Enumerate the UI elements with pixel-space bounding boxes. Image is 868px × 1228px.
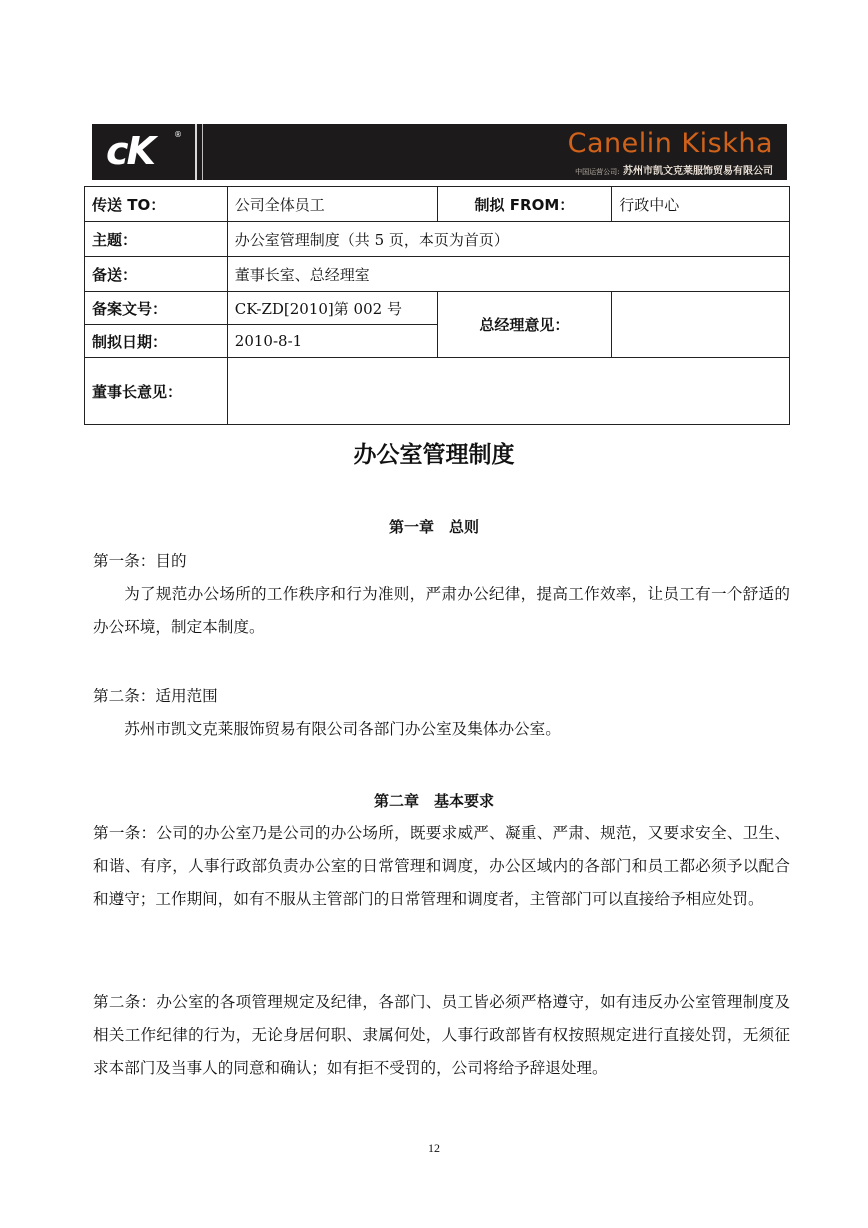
banner-divider — [195, 124, 197, 180]
operator-line — [575, 162, 773, 177]
article-body: 第二条：办公室的各项管理规定及纪律，各部门、员工皆必须严格遵守，如有违反办公室管理制度及相关工作纪律的行为，无论身居何职、隶属何处，人事行政部皆有权按照规定进行直接处罚，无须征求本部门及当事人的同意和确认；如有拒不受罚的，公司将给予辞退处理。 — [93, 993, 790, 1077]
header-banner — [92, 124, 787, 180]
logo-text: cK — [106, 129, 154, 173]
banner-divider-thin — [202, 124, 203, 180]
chairman-opinion-label: 董事长意见： — [85, 358, 228, 425]
from-value: 行政中心 — [612, 187, 790, 222]
table-row — [85, 292, 790, 325]
record-value: CK-ZD[2010]第 002 号 — [227, 292, 437, 325]
registered-mark: ® — [174, 130, 182, 139]
gm-opinion-label: 总经理意见： — [437, 292, 612, 358]
from-label: 制拟 FROM： — [437, 187, 612, 222]
operator-prefix: 中国运营公司: — [575, 168, 620, 176]
cc-value: 董事长室、总经理室 — [227, 257, 789, 292]
brand-name: Canelin Kiskha — [567, 128, 773, 159]
article-body: 第一条：公司的办公室乃是公司的办公场所，既要求威严、凝重、严肃、规范，又要求安全、卫生、和谐、有序，人事行政部负责办公室的日常管理和调度，办公区域内的各部门和员工都必须予以配合和遵守；工作期间，如有不服从主管部门的日常管理和调度者，主管部门可以直接给予相应处罚。 — [93, 824, 790, 908]
operator-name: 苏州市凯文克莱服饰贸易有限公司 — [623, 166, 773, 177]
to-label: 传送 TO： — [85, 187, 228, 222]
gm-opinion-value — [612, 292, 790, 358]
table-row — [85, 358, 790, 425]
table-row — [85, 222, 790, 257]
document-info-table — [84, 186, 790, 425]
record-label: 备案文号： — [85, 292, 228, 325]
document-title: 办公室管理制度 — [353, 442, 515, 468]
table-row — [85, 257, 790, 292]
article-body: 为了规范办公场所的工作秩序和行为准则，严肃办公纪律，提高工作效率，让员工有一个舒适的办公环境，制定本制度。 — [93, 585, 790, 636]
company-logo — [92, 124, 204, 180]
cc-label: 备送： — [85, 257, 228, 292]
article-title: 第二条：适用范围 — [93, 687, 218, 705]
subject-value: 办公室管理制度（共 5 页，本页为首页） — [227, 222, 789, 257]
chapter-heading: 第二章 基本要求 — [373, 792, 494, 810]
article-title: 第一条：目的 — [93, 552, 187, 570]
date-label: 制拟日期： — [85, 325, 228, 358]
chapter-heading: 第一章 总则 — [388, 518, 479, 536]
subject-label: 主题： — [85, 222, 228, 257]
page-number: 12 — [428, 1141, 440, 1155]
article-body: 苏州市凯文克莱服饰贸易有限公司各部门办公室及集体办公室。 — [124, 720, 561, 738]
table-row — [85, 187, 790, 222]
date-value: 2010-8-1 — [227, 325, 437, 358]
chairman-opinion-value — [227, 358, 789, 425]
to-value: 公司全体员工 — [227, 187, 437, 222]
